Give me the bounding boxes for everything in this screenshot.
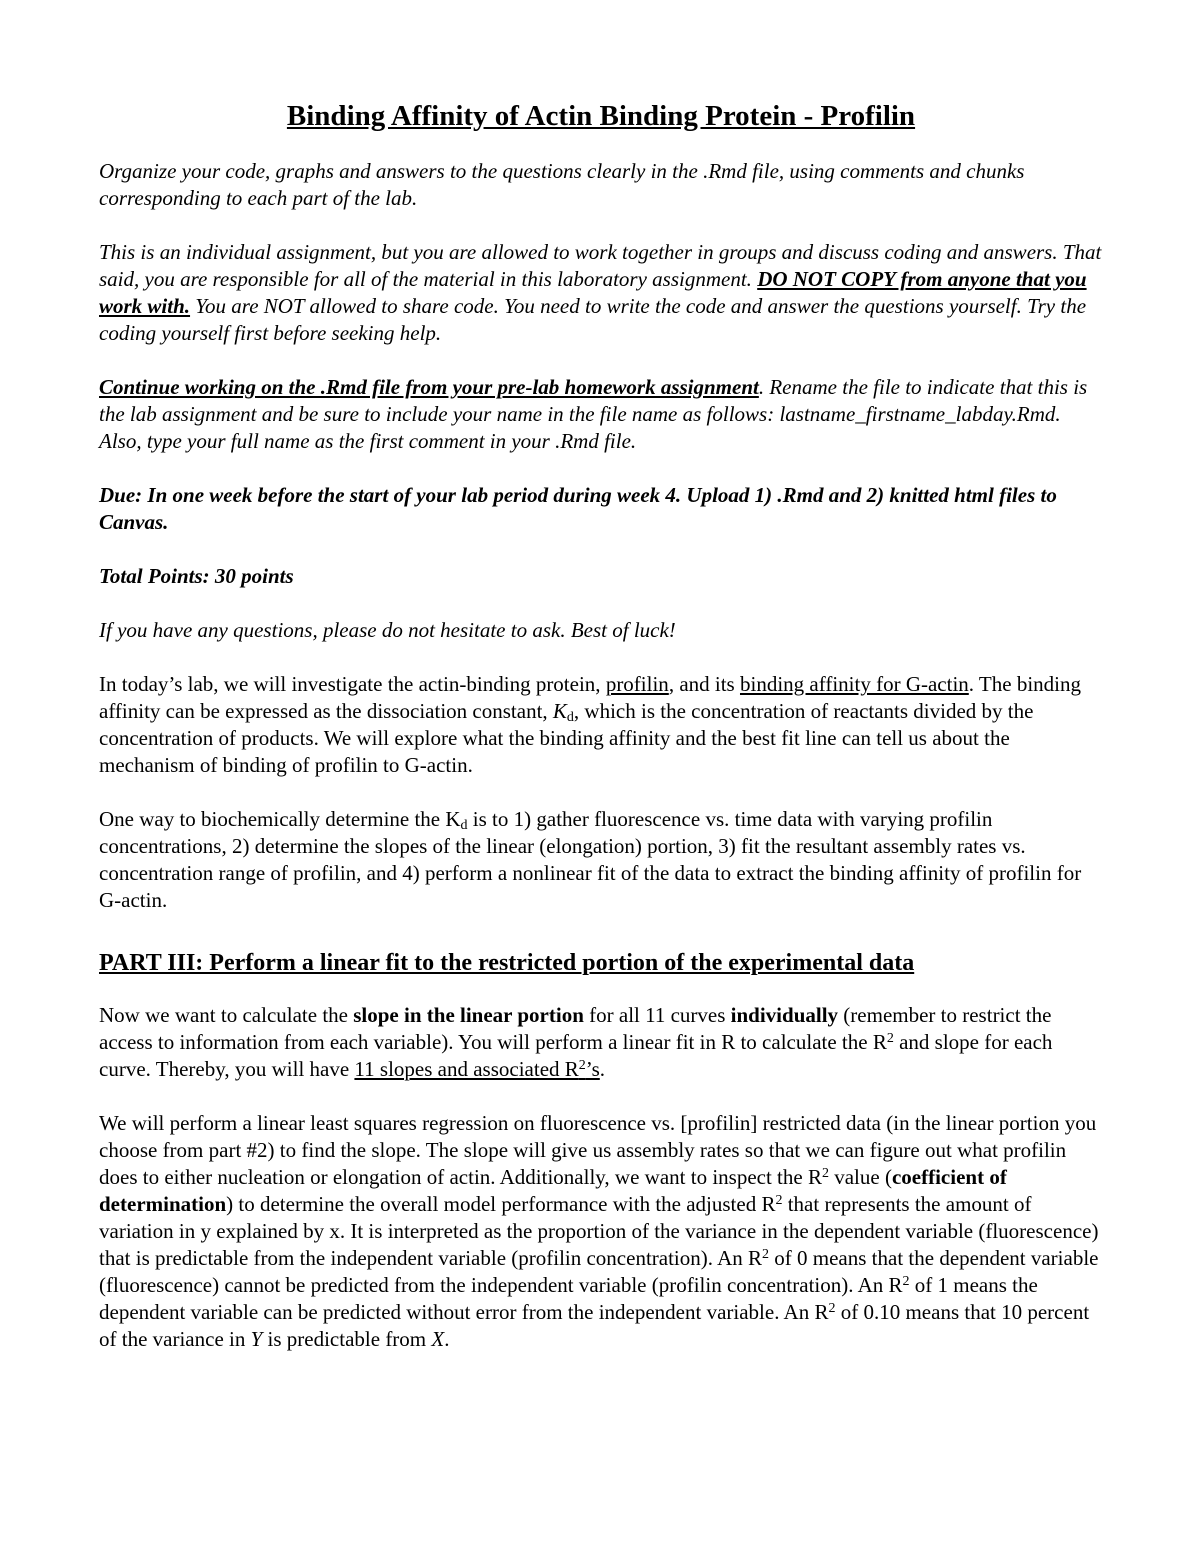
profilin-term: profilin [605,672,669,696]
method-paragraph: One way to biochemically determine the $K_d$ is to 1) gather fluorescence vs. time data with varying profilin concentrations, 2) determine the slopes of the linear (elongation) portion, 3) fit the resultant assembly rates vs. concentration range of profilin, and 4) perform a nonlinear fit of the data to extract the binding affinity of profilin for G-actin. [99,807,1082,912]
total-points: Total Points: 30 points [99,564,294,588]
intro-paragraph: In today’s lab, we will investigate the actin-binding protein, profilin, and its binding affinity for G-actin. The binding affinity can be expressed as the dissociation constant, $K_d$, which is the concentration of reactants divided by the concentration of products. We will explore what the binding affinity and the best fit line can tell us about the mechanism of binding of profilin to G-actin. [99,672,1081,777]
document-title: Binding Affinity of Actin Binding Protein - Profilin [286,100,916,132]
coefficient-term: coefficient of determination [99,1165,1007,1216]
binding-affinity-term: binding affinity for G-actin [739,672,969,696]
rmd-file-instruction: Continue working on the .Rmd file from your pre-lab homework assignment. Rename the file to indicate that this is the lab assignment and be sure to include your name in the file name as follows: lastname_firstname_labday.Rmd. Also, type your full name as the first comment in your .Rmd file. [99,375,1088,453]
individual-assignment-notice: This is an individual assignment, but you are allowed to work together in groups and discuss coding and answers. That said, you are responsible for all of the material in this laboratory assignment. DO NOT COPY from anyone that you work with. You are NOT allowed to share code. You need to write the code and answer the questions yourself. Try the coding yourself first before seeking help. [99,240,1102,345]
kd-symbol: K [552,699,567,723]
part3-regression-paragraph: We will perform a linear least squares regression on fluorescence vs. [profilin] restricted data (in the linear portion you choose from part #2) to find the slope. The slope will give us assembly rates so that we can figure out what profilin does to either nucleation or elongation of actin. Additionally, we want to inspect the $R^2$ value (coefficient of determination) to determine the overall model performance with the adjusted $R^2$ that represents the amount of variation in y explained by x. It is interpreted as the proportion of the variance in the dependent variable (fluorescence) that is predictable from the independent variable (profilin concentration). An $R^2$ of 0 means that the dependent variable (fluorescence) cannot be predicted from the independent variable (profilin concentration). An $R^2$ of 1 means the dependent variable can be predicted without error from the independent variable. An $R^2$ of 0.10 means that 10 percent of the variance in Y is predictable from X. [99,1111,1099,1351]
due-date: Due: In one week before the start of your lab period during week 4. Upload 1) .Rmd and 2) knitted html files to Canvas. [99,483,1057,534]
continue-working-emphasis: Continue working on the .Rmd file from your pre-lab homework assignment [99,375,759,399]
document-page [99,96,1103,1380]
part3-heading: PART III: Perform a linear fit to the restricted portion of the experimental data [99,950,915,976]
do-not-copy-warning: DO NOT COPY from anyone that you work with. [99,267,1087,318]
questions-note: If you have any questions, please do not hesitate to ask. Best of luck! [99,618,676,642]
part3-slope-paragraph: Now we want to calculate the slope in the linear portion for all 11 curves individually (remember to restrict the access to information from each variable). You will perform a linear fit in R to calculate the $R^2$ and slope for each curve. Thereby, you will have 11 slopes and associated $R^2’s$. [99,1003,1053,1081]
organize-instruction: Organize your code, graphs and answers to the questions clearly in the .Rmd file, using comments and chunks corresponding to each part of the lab. [99,159,1025,210]
slopes-count-phrase: 11 slopes and associated $R^2’s$ [354,1057,600,1081]
